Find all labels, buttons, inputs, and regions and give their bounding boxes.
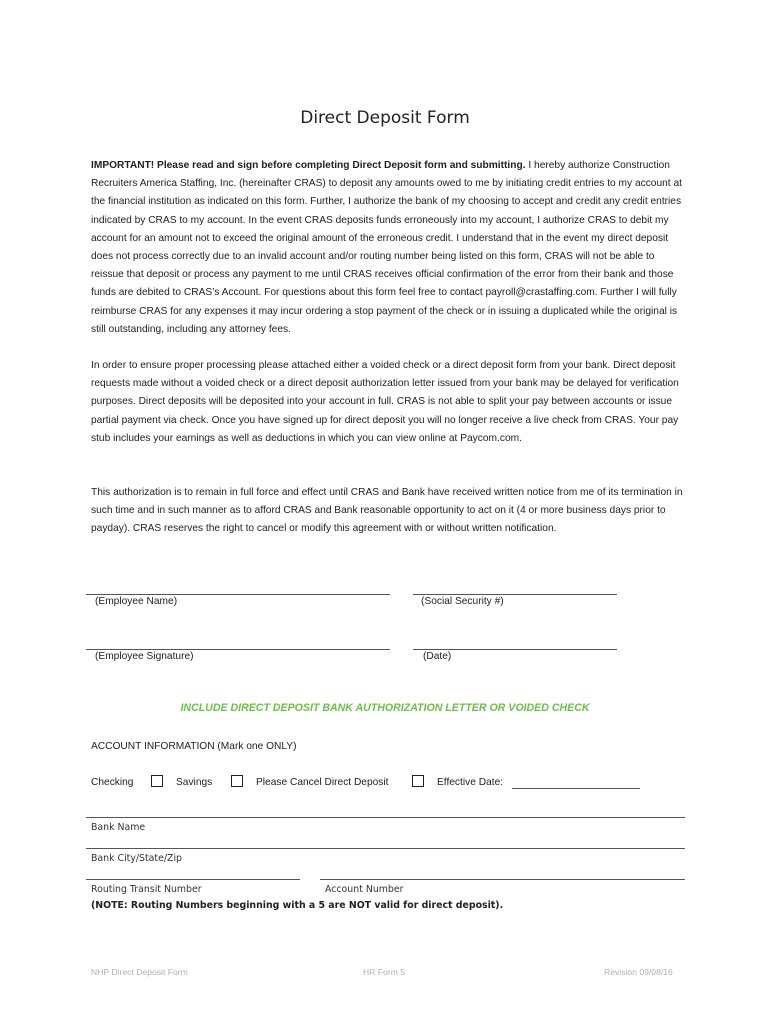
checking-checkbox[interactable] [151,775,163,787]
date-line[interactable] [413,649,617,650]
employee-signature-line[interactable] [86,649,390,650]
savings-checkbox[interactable] [231,775,243,787]
account-info-heading: ACCOUNT INFORMATION (Mark one ONLY) [91,741,297,752]
footer-form-number: HR Form 5 [363,967,406,977]
employee-name-label: (Employee Name) [95,596,178,607]
voided-check-notice: INCLUDE DIRECT DEPOSIT BANK AUTHORIZATION LETTER OR VOIDED CHECK [180,702,590,714]
effective-date-label: Effective Date: [437,777,504,788]
bank-city-line[interactable] [86,848,685,849]
checking-label: Checking [91,777,134,788]
routing-number-label: Routing Transit Number [91,884,202,895]
footer-revision: Revision 09/08/16 [604,967,673,977]
routing-note: (NOTE: Routing Numbers beginning with a 5 are NOT valid for direct deposit). [91,900,504,911]
routing-number-line[interactable] [86,879,300,880]
date-label: (Date) [423,651,452,662]
processing-paragraph: In order to ensure proper processing please attached either a voided check or a direct deposit form from your bank. Direct deposit requests made without a voided check or a direct deposit authorization letter issued from your bank may be delayed for verification purposes. Direct deposits will be deposited into your account in full. CRAS is not able to split your pay between accounts or issue partial payment via check. Once you have signed up for direct deposit you will no longer receive a live check from CRAS. Your pay stub includes your earnings as well as deductions in which you can view online at Paycom.com. [91,360,679,444]
bank-city-label: Bank City/State/Zip [91,853,183,864]
ssn-label: (Social Security #) [421,596,504,607]
cancel-deposit-label: Please Cancel Direct Deposit [256,777,389,788]
important-notice-text: IMPORTANT! Please read and sign before completing Direct Deposit form and submitting. [91,160,526,171]
account-number-label: Account Number [325,884,404,895]
bank-name-line[interactable] [86,817,685,818]
cancel-deposit-checkbox[interactable] [412,775,424,787]
effective-date-line[interactable] [512,788,640,789]
employee-name-line[interactable] [86,594,390,595]
footer-form-name: NHP Direct Deposit Form [91,967,188,977]
authorization-paragraph [91,157,689,339]
savings-label: Savings [176,777,213,788]
bank-name-label: Bank Name [91,822,146,833]
account-number-line[interactable] [320,879,685,880]
authorization-text: I hereby authorize Construction Recruiters America Staffing, Inc. (hereinafter CRAS) to deposit any amounts owed to me by initiating credit entries to my account at the financial institution as indicated on this form. Further, I authorize the bank of my choosing to accept and credit any credit entries indicated by CRAS to my account. In the event CRAS deposits funds erroneously into my account, I authorize CRAS to debit my account for an amount not to exceed the original amount of the erroneous credit. I understand that in the event my direct deposit does not process correctly due to an invalid account and/or routing number being listed on this form, CRAS will not be able to reissue that deposit or process any payment to me until CRAS receives official confirmation of the error from their bank and those funds are debited to CRAS’s Account. For questions about this form feel free to contact payroll@crastaffing.com. Further I will fully reimburse CRAS for any expenses it may incur ordering a stop payment of the check or in issuing a duplicated while the original is still outstanding, including any attorney fees. [91,160,682,335]
page-title: Direct Deposit Form [300,108,470,128]
employee-signature-label: (Employee Signature) [95,651,194,662]
termination-paragraph: This authorization is to remain in full force and effect until CRAS and Bank have received written notice from me of its termination in such time and in such manner as to afford CRAS and Bank reasonable opportunity to act on it (4 or more business days prior to payday). CRAS reserves the right to cancel or modify this agreement with or without written notification. [91,487,683,535]
ssn-line[interactable] [413,594,617,595]
